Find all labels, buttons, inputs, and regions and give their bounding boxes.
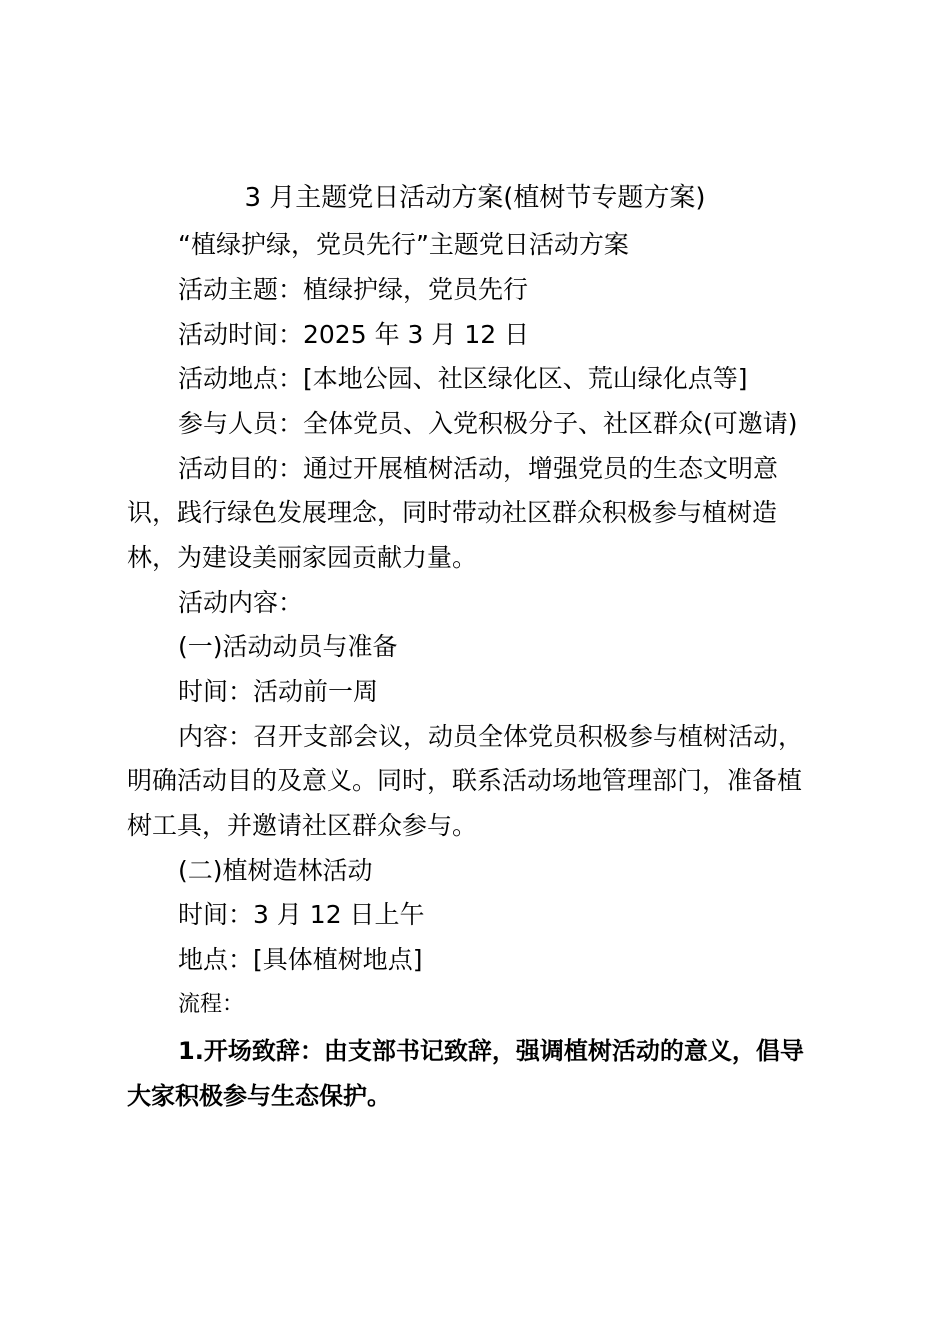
purpose-line-3: 林，为建设美丽家园贡献力量。 xyxy=(127,543,478,572)
activity-theme-line: 活动主题：植绿护绿，党员先行 xyxy=(178,275,529,304)
subtitle-line: “植绿护绿，党员先行”主题党日活动方案 xyxy=(178,230,629,259)
document-title: 3 月主题党日活动方案(植树节专题方案) xyxy=(244,183,706,213)
section-one-heading: (一)活动动员与准备 xyxy=(178,632,398,661)
section-two-time-line: 时间：3 月 12 日上午 xyxy=(178,900,425,929)
purpose-line-2: 识，践行绿色发展理念，同时带动社区群众积极参与植树造 xyxy=(127,498,778,527)
section-two-location-line: 地点：[具体植树地点] xyxy=(178,945,423,974)
process-step-1-line-2: 大家积极参与生态保护。 xyxy=(127,1082,391,1110)
process-heading-line: 流程： xyxy=(178,992,245,1017)
section-one-time-line: 时间：活动前一周 xyxy=(178,677,379,706)
purpose-line-1: 活动目的：通过开展植树活动，增强党员的生态文明意 xyxy=(178,454,779,483)
section-two-heading: (二)植树造林活动 xyxy=(178,856,373,885)
activity-location-line: 活动地点：[本地公园、社区绿化区、荒山绿化点等] xyxy=(178,364,748,393)
content-heading-line: 活动内容： xyxy=(178,588,304,617)
process-step-1-line-1: 1.开场致辞：由支部书记致辞，强调植树活动的意义，倡导 xyxy=(178,1037,804,1065)
section-one-content-line-3: 树工具，并邀请社区群众参与。 xyxy=(127,811,478,840)
activity-time-line: 活动时间：2025 年 3 月 12 日 xyxy=(178,320,530,349)
section-one-content-line-2: 明确活动目的及意义。同时，联系活动场地管理部门，准备植 xyxy=(127,766,803,795)
participants-line: 参与人员：全体党员、入党积极分子、社区群众(可邀请) xyxy=(178,409,798,438)
section-one-content-line-1: 内容：召开支部会议，动员全体党员积极参与植树活动， xyxy=(178,722,804,751)
